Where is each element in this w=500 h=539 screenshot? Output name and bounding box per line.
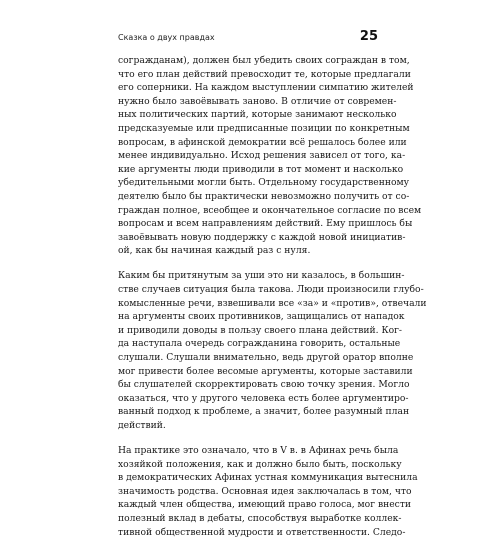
text-line: граждан полное, всеобщее и окончательное согласие по всем <box>118 204 422 216</box>
body-text <box>118 54 427 539</box>
text-line: что его план действий превосходит те, которые предлагали <box>118 68 411 80</box>
text-line: согражданам), должен был убедить своих сограждан в том, <box>118 55 410 66</box>
text-line: мог привести более весомые аргументы, которые заставили <box>118 365 413 377</box>
running-title: Сказка о двух правдах <box>118 33 215 42</box>
text-line: ных политических партий, которые занимают несколько <box>118 109 397 121</box>
text-line: вопросам, в афинской демократии всё решалось более или <box>118 136 407 148</box>
text-line: слушали. Слушали внимательно, ведь другой оратор вполне <box>118 351 414 363</box>
text-line: менее индивидуально. Исход решения зависел от того, ка- <box>118 150 406 162</box>
text-line: На практике это означало, что в V в. в Афинах речь была <box>118 445 399 457</box>
text-line: нужно было завоёвывать заново. В отличие от современ- <box>118 95 397 107</box>
text-line: его соперники. На каждом выступлении симпатию жителей <box>118 82 414 94</box>
text-line: завоёвывать новую поддержку с каждой новой инициатив- <box>118 231 406 243</box>
text-line: оказаться, что у другого человека есть более аргументиро- <box>118 392 409 404</box>
text-line: в демократических Афинах устная коммуникация вытеснила <box>118 472 418 484</box>
text-line: на аргументы своих противников, защищались от нападок <box>118 311 405 323</box>
paragraph-gap <box>118 258 382 270</box>
paragraph-gap <box>118 433 382 445</box>
text-line: ванный подход к проблеме, а значит, более разумный план <box>118 406 410 418</box>
text-line: ой, как бы начиная каждый раз с нуля. <box>118 245 311 257</box>
text-line: бы слушателей скорректировать свою точку зрения. Могло <box>118 379 410 391</box>
text-line: деятелю было бы практически невозможно получить от со- <box>118 190 410 202</box>
text-line: действий. <box>118 419 166 431</box>
page-number: 25 <box>359 29 378 44</box>
text-line: вопросам и всем направлениям действий. Ему пришлось бы <box>118 218 413 230</box>
paragraph <box>118 444 418 539</box>
text-line: полезный вклад в дебаты, способствуя выработке коллек- <box>118 513 402 524</box>
text-line: каждый член общества, имеющий право голоса, мог внести <box>118 499 412 511</box>
paragraph <box>118 269 427 432</box>
text-line: значимость родства. Основная идея заключалась в том, что <box>118 485 412 497</box>
text-line: да наступала очередь согражданина говорить, остальные <box>118 338 401 350</box>
text-line: Каким бы притянутым за уши это ни казалось, в большин- <box>118 270 405 282</box>
text-line: комысленные речи, взвешивали все «за» и «против», отвечали <box>118 297 427 309</box>
text-line: и приводили доводы в пользу своего плана действий. Ког- <box>118 324 403 336</box>
text-line: хозяйкой положения, как и должно было быть, поскольку <box>118 458 402 470</box>
text-line: стве случаев ситуация была такова. Люди произносили глубо- <box>118 284 424 295</box>
text-line: убедительными могли быть. Отдельному государственному <box>118 177 410 189</box>
paragraph <box>118 54 422 258</box>
text-line: кие аргументы люди приводили в тот момент и насколько <box>118 163 404 175</box>
text-line: тивной общественной мудрости и ответственности. Следо- <box>118 526 406 538</box>
text-line: предсказуемые или предписанные позиции по конкретным <box>118 122 410 134</box>
